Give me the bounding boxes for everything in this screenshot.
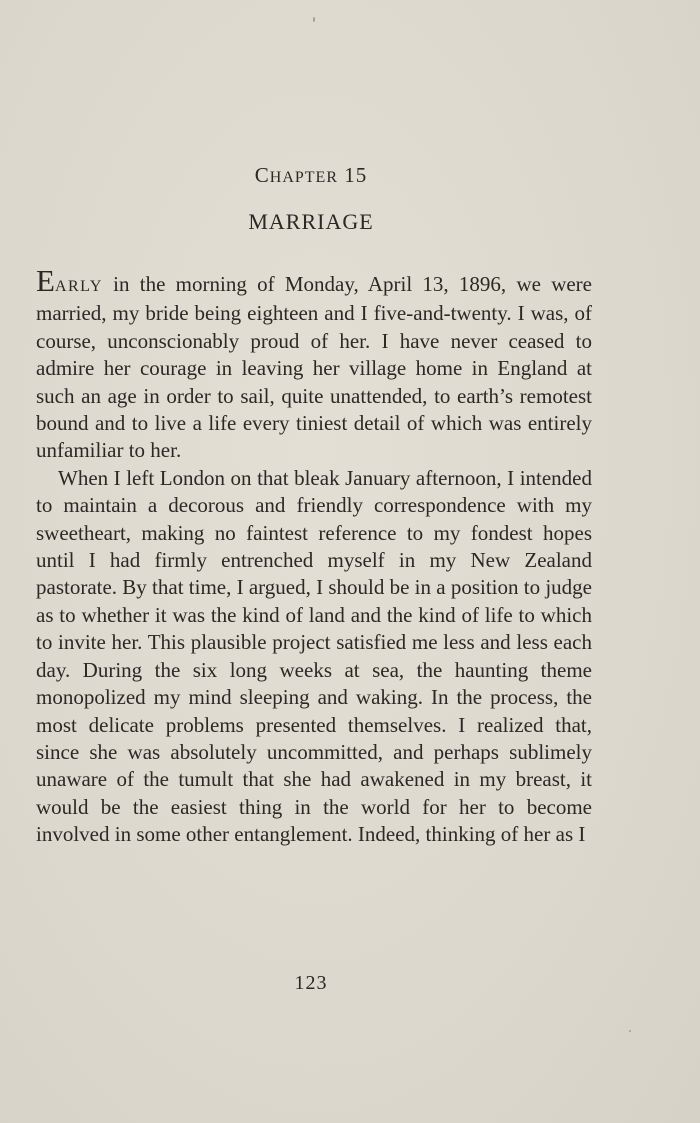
chapter-label-initial: C <box>254 163 270 187</box>
paragraph-1 <box>36 263 592 465</box>
drop-cap: E <box>36 263 55 298</box>
chapter-label-rest: HAPTER <box>269 169 338 186</box>
paper-speck <box>313 17 315 22</box>
body-text <box>36 263 593 849</box>
opening-small-caps: ARLY <box>54 278 103 295</box>
paper-speck <box>629 1030 631 1032</box>
paragraph-1-text: in the morning of Monday, April 13, 1896, we were married, my bride being eighteen and I five-and-twenty. I was, of course, unconscionably proud of her. I have never ceased to admire her courage in leaving her village home in England at such an age in order to sail, quite unattended, to earth’s remotest bound and to live a life every tiniest detail of which was entirely unfamiliar to her. <box>36 272 592 463</box>
chapter-number: 15 <box>344 163 368 187</box>
page-number: 123 <box>294 972 328 994</box>
chapter-title: MARRIAGE <box>248 209 374 234</box>
chapter-label <box>0 163 622 188</box>
paragraph-2: When I left London on that bleak January afternoon, I intended to maintain a decorous and friendly correspondence with my sweetheart, making no faintest reference to my fondest hopes until I had firmly entrenched myself in my New Zealand pastorate. By that time, I argued, I should be in a position to judge as to whether it was the kind of land and the kind of life to which to invite her. This plausible project satisfied me less and less each day. During the six long weeks at sea, the haunting theme monopolized my mind sleeping and waking. In the process, the most delicate problems presented themselves. I realized that, since she was absolutely uncommitted, and perhaps sublimely unaware of the tumult that she had awakened in my breast, it would be the easiest thing in the world for her to become involved in some other entanglement. Indeed, thinking of her as I <box>36 465 593 847</box>
